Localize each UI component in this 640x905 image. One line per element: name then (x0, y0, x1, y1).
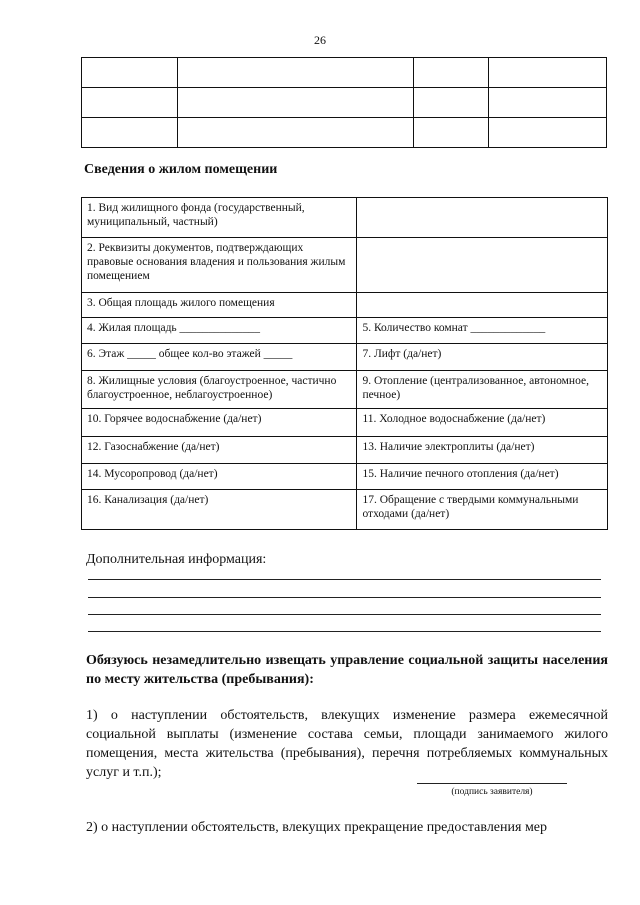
row-label: 7. Лифт (да/нет) (357, 344, 608, 371)
row-label: 6. Этаж _____ общее кол-во этажей _____ (82, 344, 357, 371)
top-empty-table (81, 57, 607, 148)
table-cell[interactable] (177, 58, 414, 88)
table-row (82, 118, 607, 148)
table-cell[interactable] (414, 58, 489, 88)
table-row (82, 437, 608, 464)
row-label: 5. Количество комнат _____________ (357, 318, 608, 344)
table-cell[interactable] (489, 58, 607, 88)
obligation-statement: Обязуюсь незамедлительно извещать управление социальной защиты населения по месту жительства (пребывания): (86, 653, 608, 687)
signature-caption: (подпись заявителя) (451, 787, 533, 797)
table-row (82, 58, 607, 88)
row-label: 3. Общая площадь жилого помещения (82, 293, 357, 318)
row-label: 11. Холодное водоснабжение (да/нет) (357, 409, 608, 437)
page-number: 26 (314, 33, 326, 47)
row-value-cell[interactable] (357, 293, 608, 318)
table-row (82, 490, 608, 530)
obligation-item-2: 2) о наступлении обстоятельств, влекущих прекращение предоставления мер (86, 820, 548, 835)
additional-info-label: Дополнительная информация: (86, 552, 267, 567)
row-label: 4. Жилая площадь ______________ (82, 318, 357, 344)
table-row (82, 318, 608, 344)
table-cell[interactable] (414, 88, 489, 118)
row-label: 13. Наличие электроплиты (да/нет) (357, 437, 608, 464)
additional-info-line[interactable] (88, 579, 601, 580)
row-label: 1. Вид жилищного фонда (государственный, муниципальный, частный) (82, 198, 357, 238)
table-row (82, 409, 608, 437)
table-cell[interactable] (414, 118, 489, 148)
row-label: 15. Наличие печного отопления (да/нет) (357, 464, 608, 490)
row-label: 2. Реквизиты документов, подтверждающих правовые основания владения и пользования жилым помещением (82, 238, 357, 293)
row-label: 12. Газоснабжение (да/нет) (82, 437, 357, 464)
row-label: 8. Жилищные условия (благоустроенное, частично благоустроенное, неблагоустроенное) (82, 371, 357, 409)
table-row (82, 88, 607, 118)
table-cell[interactable] (489, 88, 607, 118)
table-cell[interactable] (82, 88, 178, 118)
table-cell[interactable] (82, 118, 178, 148)
row-label: 9. Отопление (централизованное, автономное, печное) (357, 371, 608, 409)
section-title: Сведения о жилом помещении (84, 162, 278, 177)
table-cell[interactable] (82, 58, 178, 88)
row-label: 17. Обращение с твердыми коммунальными отходами (да/нет) (357, 490, 608, 530)
table-row (82, 371, 608, 409)
table-cell[interactable] (489, 118, 607, 148)
table-row (82, 238, 608, 293)
row-label: 14. Мусоропровод (да/нет) (82, 464, 357, 490)
table-row (82, 293, 608, 318)
table-row (82, 344, 608, 371)
row-label: 10. Горячее водоснабжение (да/нет) (82, 409, 357, 437)
obligation-item-1: 1) о наступлении обстоятельств, влекущих изменение размера ежемесячной социальной выплаты (изменение состава семьи, площади занимаемого жилого помещения, места жительства (пребывания), перечня потребляемых коммунальных услуг и т.п.); (86, 708, 608, 780)
table-cell[interactable] (177, 88, 414, 118)
housing-info-table (81, 197, 608, 530)
additional-info-line[interactable] (88, 631, 601, 632)
row-label: 16. Канализация (да/нет) (82, 490, 357, 530)
additional-info-line[interactable] (88, 597, 601, 598)
table-row (82, 464, 608, 490)
signature-line[interactable] (417, 783, 567, 784)
row-value-cell[interactable] (357, 198, 608, 238)
row-value-cell[interactable] (357, 238, 608, 293)
table-cell[interactable] (177, 118, 414, 148)
table-row (82, 198, 608, 238)
additional-info-line[interactable] (88, 614, 601, 615)
